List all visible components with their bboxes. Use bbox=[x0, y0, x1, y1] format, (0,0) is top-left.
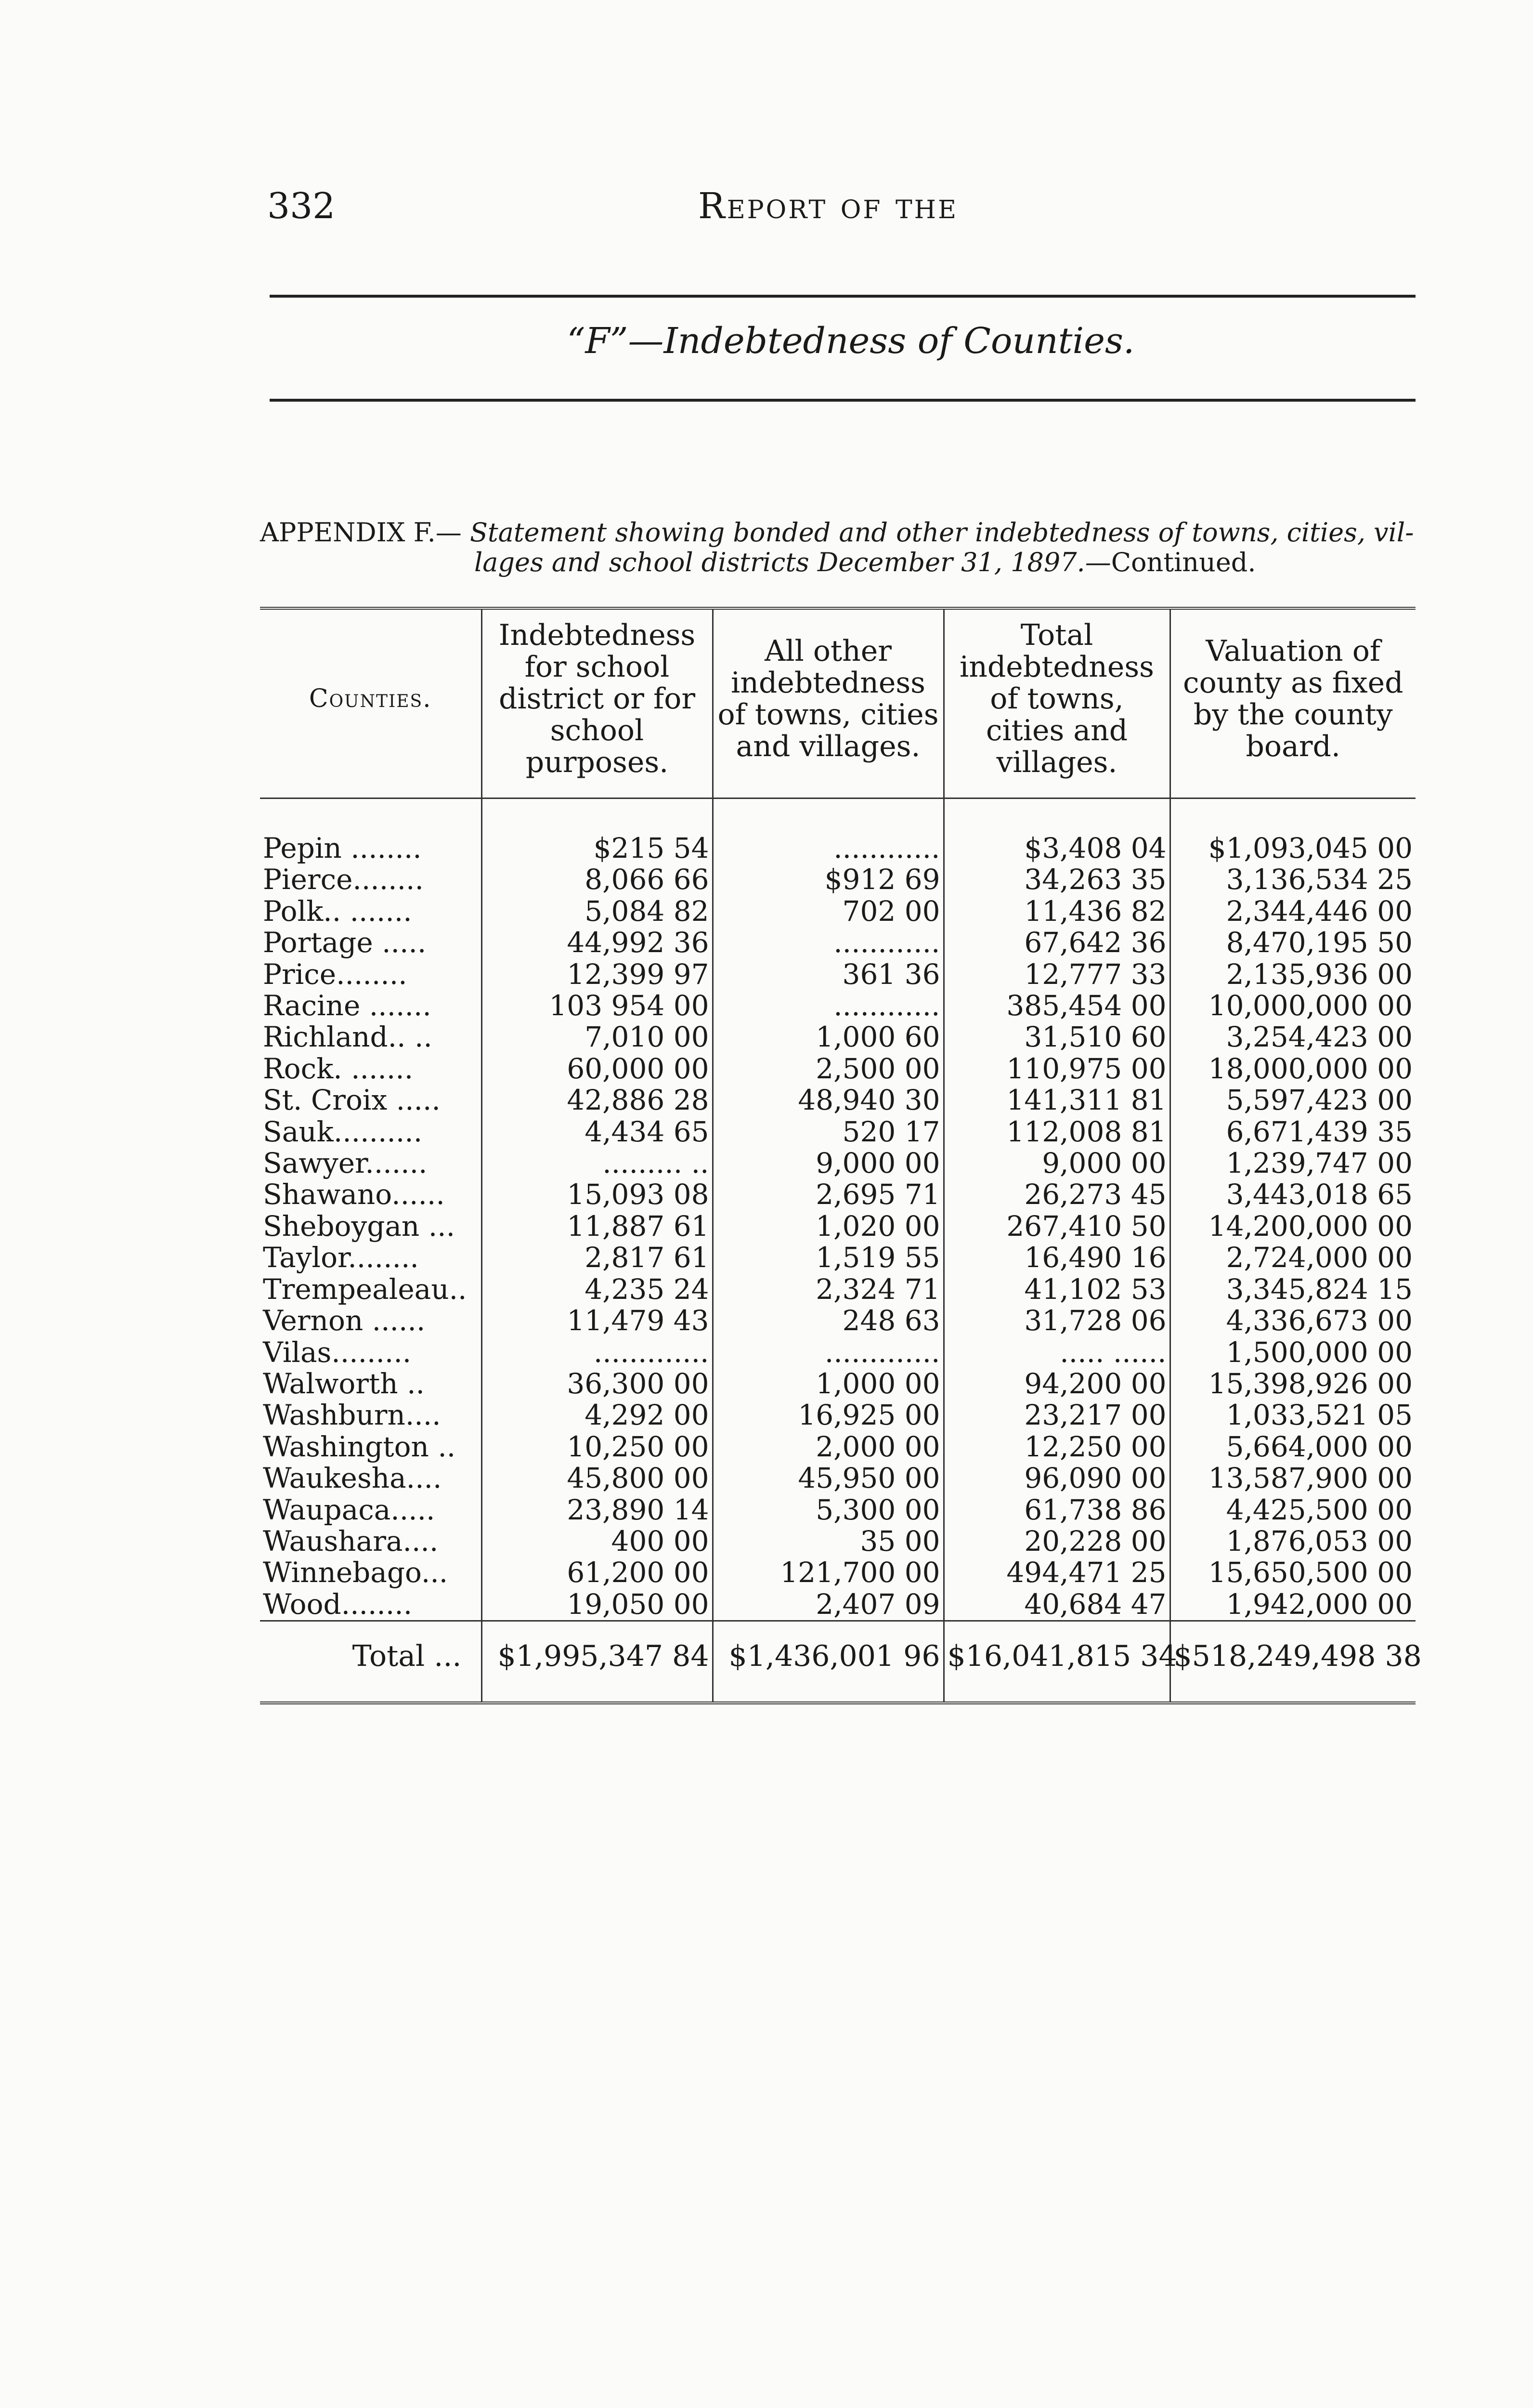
school-cell: 44,992 36 bbox=[481, 927, 713, 958]
other-cell: 2,324 71 bbox=[713, 1274, 944, 1305]
county-name: Rock. ....... bbox=[263, 1052, 414, 1085]
total-valuation: $518,249,498 38 bbox=[1170, 1621, 1416, 1703]
total-cell: 141,311 81 bbox=[944, 1085, 1170, 1116]
other-cell: 45,950 00 bbox=[713, 1463, 944, 1494]
school-cell: 36,300 00 bbox=[481, 1368, 713, 1400]
valuation-cell: 5,597,423 00 bbox=[1170, 1085, 1416, 1116]
other-cell: 1,020 00 bbox=[713, 1211, 944, 1242]
county-name: Winnebago... bbox=[263, 1556, 448, 1589]
valuation-cell: 3,345,824 15 bbox=[1170, 1274, 1416, 1305]
county-name: Pepin ........ bbox=[263, 832, 422, 864]
header-other-indebtedness: All other indebtedness of towns, cities and villages. bbox=[713, 608, 944, 798]
county-name: Price........ bbox=[263, 957, 407, 991]
total-cell: 31,510 60 bbox=[944, 1021, 1170, 1053]
table-header-row bbox=[260, 608, 1416, 798]
other-cell: 1,000 00 bbox=[713, 1368, 944, 1400]
table-row bbox=[260, 896, 1416, 927]
table-row bbox=[260, 1337, 1416, 1368]
total-cell: 12,250 00 bbox=[944, 1431, 1170, 1463]
table-row bbox=[260, 1305, 1416, 1336]
header-total-indebtedness: Total indebtedness of towns, cities and villages. bbox=[944, 608, 1170, 798]
total-cell: ..... ...... bbox=[944, 1337, 1170, 1368]
school-cell: 11,887 61 bbox=[481, 1211, 713, 1242]
valuation-cell: 14,200,000 00 bbox=[1170, 1211, 1416, 1242]
school-cell: 45,800 00 bbox=[481, 1463, 713, 1494]
table-row bbox=[260, 1589, 1416, 1621]
other-cell: 2,695 71 bbox=[713, 1179, 944, 1210]
other-cell: $912 69 bbox=[713, 864, 944, 895]
total-cell: 385,454 00 bbox=[944, 990, 1170, 1021]
header-counties: Counties. bbox=[260, 608, 481, 798]
total-cell: 494,471 25 bbox=[944, 1557, 1170, 1588]
total-cell: 112,008 81 bbox=[944, 1116, 1170, 1148]
table-footer-rule bbox=[260, 1703, 1416, 1709]
school-cell: 7,010 00 bbox=[481, 1021, 713, 1053]
county-name: St. Croix ..... bbox=[263, 1084, 441, 1117]
table-row bbox=[260, 1148, 1416, 1179]
other-cell: ............ bbox=[713, 798, 944, 864]
total-cell: 267,410 50 bbox=[944, 1211, 1170, 1242]
school-cell: ............. bbox=[481, 1337, 713, 1368]
footer-double-rule bbox=[260, 1703, 1416, 1709]
other-cell: 5,300 00 bbox=[713, 1494, 944, 1526]
county-name: Pierce........ bbox=[263, 863, 424, 896]
county-name: Vernon ...... bbox=[263, 1304, 426, 1337]
table-body bbox=[260, 798, 1416, 1621]
valuation-cell: 1,876,053 00 bbox=[1170, 1526, 1416, 1557]
total-other: $1,436,001 96 bbox=[713, 1621, 944, 1703]
table-row bbox=[260, 927, 1416, 958]
table-caption bbox=[260, 518, 1416, 577]
valuation-cell: 8,470,195 50 bbox=[1170, 927, 1416, 958]
valuation-cell: 3,443,018 65 bbox=[1170, 1179, 1416, 1210]
other-cell: ............ bbox=[713, 990, 944, 1021]
other-cell: 1,000 60 bbox=[713, 1021, 944, 1053]
valuation-cell: 4,425,500 00 bbox=[1170, 1494, 1416, 1526]
valuation-cell: 6,671,439 35 bbox=[1170, 1116, 1416, 1148]
table-row bbox=[260, 990, 1416, 1021]
table-row bbox=[260, 1557, 1416, 1588]
total-school: $1,995,347 84 bbox=[481, 1621, 713, 1703]
caption-line2 bbox=[260, 548, 1416, 577]
valuation-cell: 4,336,673 00 bbox=[1170, 1305, 1416, 1336]
total-cell: 20,228 00 bbox=[944, 1526, 1170, 1557]
county-name: Washburn.... bbox=[263, 1399, 441, 1432]
valuation-cell: 2,724,000 00 bbox=[1170, 1242, 1416, 1273]
table-row bbox=[260, 1368, 1416, 1400]
other-cell: ............ bbox=[713, 927, 944, 958]
total-cell: 23,217 00 bbox=[944, 1400, 1170, 1431]
other-cell: 702 00 bbox=[713, 896, 944, 927]
total-cell: 96,090 00 bbox=[944, 1463, 1170, 1494]
county-name: Taylor........ bbox=[263, 1241, 419, 1274]
table-row bbox=[260, 1431, 1416, 1463]
running-head: Report of the bbox=[698, 185, 958, 227]
other-cell: 2,407 09 bbox=[713, 1589, 944, 1621]
other-cell: 248 63 bbox=[713, 1305, 944, 1336]
county-name: Waukesha.... bbox=[263, 1462, 442, 1495]
county-name: Walworth .. bbox=[263, 1367, 425, 1400]
valuation-cell: 3,254,423 00 bbox=[1170, 1021, 1416, 1053]
valuation-cell: 3,136,534 25 bbox=[1170, 864, 1416, 895]
header-rule-bottom bbox=[270, 399, 1416, 402]
table-row bbox=[260, 1494, 1416, 1526]
other-cell: 121,700 00 bbox=[713, 1557, 944, 1588]
county-name: Waupaca..... bbox=[263, 1493, 435, 1526]
total-cell: 94,200 00 bbox=[944, 1368, 1170, 1400]
table-row bbox=[260, 1526, 1416, 1557]
county-name: Trempealeau.. bbox=[263, 1272, 467, 1306]
school-cell: 4,292 00 bbox=[481, 1400, 713, 1431]
total-cell: 31,728 06 bbox=[944, 1305, 1170, 1336]
total-cell: 34,263 35 bbox=[944, 864, 1170, 895]
school-cell: 11,479 43 bbox=[481, 1305, 713, 1336]
section-title: “F”—Indebtedness of Counties. bbox=[567, 320, 1135, 362]
table-row bbox=[260, 1463, 1416, 1494]
school-cell: 2,817 61 bbox=[481, 1242, 713, 1273]
school-cell: 400 00 bbox=[481, 1526, 713, 1557]
valuation-cell: 15,650,500 00 bbox=[1170, 1557, 1416, 1588]
school-cell: 61,200 00 bbox=[481, 1557, 713, 1588]
school-cell: 5,084 82 bbox=[481, 896, 713, 927]
total-cell: 9,000 00 bbox=[944, 1148, 1170, 1179]
other-cell: 2,500 00 bbox=[713, 1053, 944, 1085]
total-cell: 67,642 36 bbox=[944, 927, 1170, 958]
total-cell: $3,408 04 bbox=[944, 798, 1170, 864]
school-cell: 8,066 66 bbox=[481, 864, 713, 895]
caption-text-line1: Statement showing bonded and other indebtedness of towns, cities, vil- bbox=[469, 517, 1414, 548]
school-cell: 4,235 24 bbox=[481, 1274, 713, 1305]
county-name: Racine ....... bbox=[263, 989, 431, 1022]
county-name: Vilas......... bbox=[263, 1335, 412, 1369]
county-name: Polk.. ....... bbox=[263, 894, 412, 928]
total-total: $16,041,815 34 bbox=[944, 1621, 1170, 1703]
table-row bbox=[260, 1021, 1416, 1053]
school-cell: 10,250 00 bbox=[481, 1431, 713, 1463]
valuation-cell: 1,033,521 05 bbox=[1170, 1400, 1416, 1431]
school-cell: 19,050 00 bbox=[481, 1589, 713, 1621]
county-name: Richland.. .. bbox=[263, 1021, 432, 1054]
school-cell: 12,399 97 bbox=[481, 959, 713, 990]
table-row bbox=[260, 1116, 1416, 1148]
caption-continued: Continued. bbox=[1111, 547, 1256, 577]
valuation-cell: 5,664,000 00 bbox=[1170, 1431, 1416, 1463]
other-cell: 1,519 55 bbox=[713, 1242, 944, 1273]
table-row bbox=[260, 1274, 1416, 1305]
school-cell: 4,434 65 bbox=[481, 1116, 713, 1148]
county-name: Wood........ bbox=[263, 1587, 413, 1621]
valuation-cell: $1,093,045 00 bbox=[1170, 798, 1416, 864]
county-name: Sheboygan ... bbox=[263, 1209, 455, 1243]
valuation-cell: 1,239,747 00 bbox=[1170, 1148, 1416, 1179]
other-cell: 16,925 00 bbox=[713, 1400, 944, 1431]
total-cell: 26,273 45 bbox=[944, 1179, 1170, 1210]
county-name: Shawano...... bbox=[263, 1178, 445, 1211]
school-cell: 23,890 14 bbox=[481, 1494, 713, 1526]
county-name: Sawyer....... bbox=[263, 1147, 428, 1180]
table-row bbox=[260, 798, 1416, 864]
total-cell: 11,436 82 bbox=[944, 896, 1170, 927]
county-name: Washington .. bbox=[263, 1430, 456, 1463]
valuation-cell: 13,587,900 00 bbox=[1170, 1463, 1416, 1494]
header-rule-top bbox=[270, 295, 1416, 298]
other-cell: ............. bbox=[713, 1337, 944, 1368]
county-name: Sauk.......... bbox=[263, 1115, 423, 1148]
table-row bbox=[260, 1211, 1416, 1242]
other-cell: 9,000 00 bbox=[713, 1148, 944, 1179]
total-cell: 40,684 47 bbox=[944, 1589, 1170, 1621]
county-name: Portage ..... bbox=[263, 926, 427, 959]
total-cell: 16,490 16 bbox=[944, 1242, 1170, 1273]
school-cell: 60,000 00 bbox=[481, 1053, 713, 1085]
total-row bbox=[260, 1621, 1416, 1703]
school-cell: 15,093 08 bbox=[481, 1179, 713, 1210]
other-cell: 2,000 00 bbox=[713, 1431, 944, 1463]
table-row bbox=[260, 864, 1416, 895]
school-cell: 42,886 28 bbox=[481, 1085, 713, 1116]
valuation-cell: 2,135,936 00 bbox=[1170, 959, 1416, 990]
table-row bbox=[260, 1242, 1416, 1273]
total-cell: 41,102 53 bbox=[944, 1274, 1170, 1305]
school-cell: 103 954 00 bbox=[481, 990, 713, 1021]
valuation-cell: 10,000,000 00 bbox=[1170, 990, 1416, 1021]
county-name: Waushara.... bbox=[263, 1524, 439, 1557]
table-row bbox=[260, 1400, 1416, 1431]
table-row bbox=[260, 1179, 1416, 1210]
total-cell: 61,738 86 bbox=[944, 1494, 1170, 1526]
total-cell: 12,777 33 bbox=[944, 959, 1170, 990]
page-number: 332 bbox=[267, 185, 336, 227]
total-label: Total ... bbox=[260, 1621, 481, 1703]
valuation-cell: 1,500,000 00 bbox=[1170, 1337, 1416, 1368]
valuation-cell: 15,398,926 00 bbox=[1170, 1368, 1416, 1400]
other-cell: 361 36 bbox=[713, 959, 944, 990]
valuation-cell: 2,344,446 00 bbox=[1170, 896, 1416, 927]
school-cell: ......... .. bbox=[481, 1148, 713, 1179]
total-cell: 110,975 00 bbox=[944, 1053, 1170, 1085]
valuation-cell: 1,942,000 00 bbox=[1170, 1589, 1416, 1621]
caption-lead: APPENDIX F.— bbox=[260, 517, 462, 548]
header-valuation: Valuation of county as fixed by the county board. bbox=[1170, 608, 1416, 798]
table-row bbox=[260, 959, 1416, 990]
header-school-indebtedness: Indebtedness for school district or for school purposes. bbox=[481, 608, 713, 798]
other-cell: 520 17 bbox=[713, 1116, 944, 1148]
school-cell: $215 54 bbox=[481, 798, 713, 864]
table-row bbox=[260, 1085, 1416, 1116]
indebtedness-table bbox=[260, 607, 1422, 1709]
valuation-cell: 18,000,000 00 bbox=[1170, 1053, 1416, 1085]
other-cell: 48,940 30 bbox=[713, 1085, 944, 1116]
other-cell: 35 00 bbox=[713, 1526, 944, 1557]
table-row bbox=[260, 1053, 1416, 1085]
caption-text-line2: lages and school districts December 31, 1897.— bbox=[474, 547, 1111, 577]
